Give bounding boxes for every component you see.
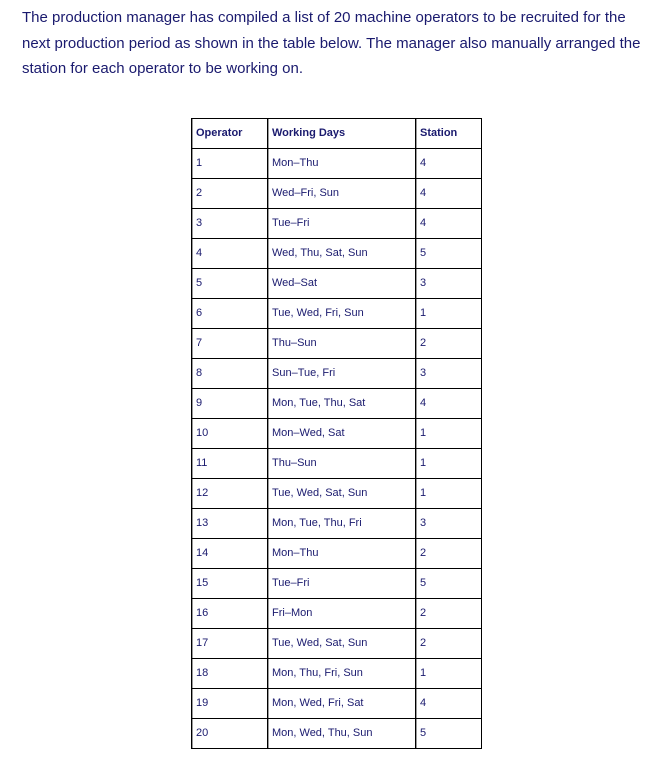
header-working-days-label: Working Days [268,119,412,148]
working-days-cell [268,329,416,359]
station-cell-text: 1 [416,659,478,688]
station-cell [416,299,482,329]
station-cell [416,179,482,209]
table-row [192,239,482,269]
station-cell-text: 5 [416,569,478,598]
operator-cell-text: 3 [192,209,264,238]
operator-cell [192,659,268,689]
table-row [192,629,482,659]
working-days-cell-text: Mon–Wed, Sat [268,419,412,448]
station-cell [416,599,482,629]
station-cell [416,269,482,299]
station-cell [416,449,482,479]
working-days-cell [268,539,416,569]
table-row [192,509,482,539]
operator-cell [192,239,268,269]
station-cell [416,419,482,449]
station-cell-text: 1 [416,419,478,448]
operator-cell-text: 20 [192,719,264,748]
table-row [192,299,482,329]
operator-cell [192,179,268,209]
station-cell [416,239,482,269]
operator-cell-text: 1 [192,149,264,178]
station-cell-text: 4 [416,209,478,238]
operator-cell-text: 9 [192,389,264,418]
operator-cell [192,269,268,299]
table-body [192,149,482,749]
working-days-cell [268,479,416,509]
station-cell-text: 1 [416,479,478,508]
operator-cell [192,329,268,359]
station-cell-text: 2 [416,539,478,568]
table-row [192,659,482,689]
operator-cell [192,629,268,659]
header-station [416,119,482,149]
table-row [192,449,482,479]
station-cell [416,689,482,719]
working-days-cell-text: Tue–Fri [268,209,412,238]
operator-cell [192,149,268,179]
station-cell-text: 5 [416,239,478,268]
station-cell-text: 1 [416,299,478,328]
operator-cell [192,569,268,599]
working-days-cell-text: Tue, Wed, Sat, Sun [268,479,412,508]
operator-cell [192,389,268,419]
station-cell [416,329,482,359]
station-cell [416,389,482,419]
operator-cell-text: 4 [192,239,264,268]
station-cell-text: 3 [416,269,478,298]
station-cell-text: 5 [416,719,478,748]
working-days-cell-text: Wed, Thu, Sat, Sun [268,239,412,268]
station-cell-text: 1 [416,449,478,478]
working-days-cell [268,689,416,719]
station-cell [416,569,482,599]
working-days-cell-text: Mon–Thu [268,149,412,178]
table-row [192,689,482,719]
header-station-label: Station [416,119,478,148]
operator-cell-text: 6 [192,299,264,328]
table-row [192,329,482,359]
working-days-cell-text: Tue–Fri [268,569,412,598]
working-days-cell [268,179,416,209]
operator-cell [192,509,268,539]
table-row [192,209,482,239]
working-days-cell-text: Sun–Tue, Fri [268,359,412,388]
table-row [192,569,482,599]
operator-cell-text: 11 [192,449,264,478]
station-cell-text: 4 [416,389,478,418]
table-row [192,719,482,749]
working-days-cell-text: Mon, Tue, Thu, Fri [268,509,412,538]
working-days-cell [268,299,416,329]
station-cell [416,629,482,659]
table-row [192,599,482,629]
station-cell-text: 3 [416,509,478,538]
operator-cell [192,539,268,569]
operator-cell [192,359,268,389]
working-days-cell-text: Thu–Sun [268,449,412,478]
station-cell-text: 4 [416,149,478,178]
operator-table [191,118,482,749]
working-days-cell [268,149,416,179]
operator-cell [192,449,268,479]
operator-cell-text: 2 [192,179,264,208]
station-cell [416,479,482,509]
station-cell-text: 4 [416,179,478,208]
operator-cell [192,209,268,239]
working-days-cell [268,509,416,539]
operator-cell-text: 18 [192,659,264,688]
working-days-cell [268,239,416,269]
operator-cell-text: 13 [192,509,264,538]
station-cell-text: 2 [416,599,478,628]
working-days-cell [268,569,416,599]
working-days-cell [268,659,416,689]
working-days-cell [268,269,416,299]
operator-cell-text: 15 [192,569,264,598]
working-days-cell-text: Tue, Wed, Sat, Sun [268,629,412,658]
station-cell [416,539,482,569]
header-operator [192,119,268,149]
working-days-cell-text: Tue, Wed, Fri, Sun [268,299,412,328]
table-row [192,479,482,509]
station-cell [416,509,482,539]
operator-cell [192,689,268,719]
working-days-cell [268,389,416,419]
working-days-cell-text: Wed–Fri, Sun [268,179,412,208]
working-days-cell-text: Mon, Wed, Fri, Sat [268,689,412,718]
working-days-cell [268,599,416,629]
working-days-cell [268,419,416,449]
operator-cell [192,299,268,329]
operator-cell-text: 17 [192,629,264,658]
working-days-cell [268,629,416,659]
intro-paragraph: The production manager has compiled a list of 20 machine operators to be recruited for the next production period as shown in the table below. The manager also manually arranged the station for each operator to be working on. [22,9,641,77]
station-cell-text: 2 [416,629,478,658]
header-operator-label: Operator [192,119,264,148]
working-days-cell [268,209,416,239]
working-days-cell-text: Fri–Mon [268,599,412,628]
station-cell [416,149,482,179]
working-days-cell-text: Mon, Tue, Thu, Sat [268,389,412,418]
working-days-cell-text: Wed–Sat [268,269,412,298]
station-cell-text: 2 [416,329,478,358]
header-working-days [268,119,416,149]
operator-cell-text: 12 [192,479,264,508]
operator-cell [192,599,268,629]
table-row [192,149,482,179]
working-days-cell-text: Mon, Wed, Thu, Sun [268,719,412,748]
operator-cell [192,479,268,509]
station-cell [416,359,482,389]
working-days-cell-text: Mon, Thu, Fri, Sun [268,659,412,688]
station-cell-text: 4 [416,689,478,718]
working-days-cell [268,719,416,749]
operator-cell-text: 10 [192,419,264,448]
operator-cell-text: 8 [192,359,264,388]
table-row [192,269,482,299]
working-days-cell-text: Thu–Sun [268,329,412,358]
working-days-cell [268,359,416,389]
working-days-cell-text: Mon–Thu [268,539,412,568]
station-cell [416,719,482,749]
operator-cell-text: 19 [192,689,264,718]
station-cell [416,659,482,689]
station-cell-text: 3 [416,359,478,388]
table-row [192,419,482,449]
table-row [192,539,482,569]
working-days-cell [268,449,416,479]
operator-cell-text: 5 [192,269,264,298]
operator-cell [192,719,268,749]
table-row [192,179,482,209]
operator-cell-text: 14 [192,539,264,568]
station-cell [416,209,482,239]
table-row [192,359,482,389]
operator-cell [192,419,268,449]
table-row [192,389,482,419]
operator-cell-text: 16 [192,599,264,628]
operator-cell-text: 7 [192,329,264,358]
table-header-row [192,119,482,149]
